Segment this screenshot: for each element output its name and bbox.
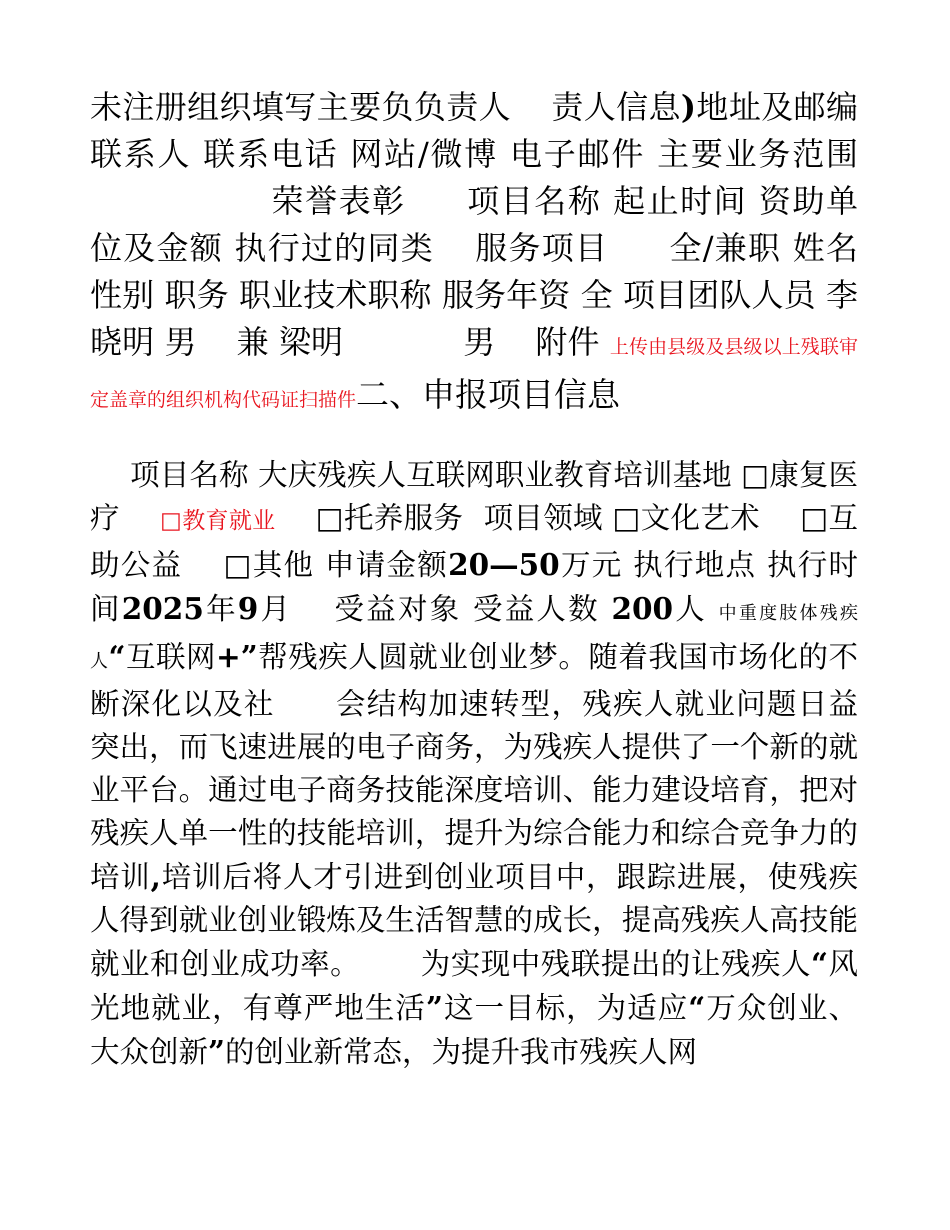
quote-mark: ” — [240, 639, 258, 674]
org-text: ) — [680, 88, 697, 126]
month-value: 9 — [237, 591, 259, 626]
org-text: 兼职 姓名 性别 职务 职业技术职称 服务年资 全 项目团队人员 李晓明 男 — [90, 229, 858, 361]
project-text: 人 — [673, 592, 708, 626]
project-info-block — [90, 454, 858, 1074]
project-text: 培训后将人才引进到创业项目中，跟踪进展，使残疾人得到就业创业锻炼及生活智慧的成长，提高残疾人高技能就业和创业成功率。 — [90, 860, 858, 981]
project-text: 受益对象 受益人数 — [332, 592, 600, 626]
project-text: □托养服务 — [315, 501, 464, 535]
document-page — [90, 84, 858, 1074]
amount-value: 20—50 — [448, 547, 560, 582]
project-text: □其他 申请金额 — [222, 548, 449, 582]
quote-mark: “ — [108, 639, 126, 674]
org-text: 全 — [668, 229, 703, 267]
org-text: 未注册组织填写主要负负责人 — [90, 88, 511, 126]
section-title: 二、申报项目信息 — [356, 375, 621, 414]
org-text: / — [417, 135, 429, 173]
project-text: 项目领域 □文化艺术 — [483, 501, 760, 535]
org-text: 服务项目 — [473, 229, 609, 267]
org-text: 责人信息 — [550, 88, 681, 126]
project-text: 月 — [258, 592, 293, 626]
project-text: □互助公益 — [90, 501, 859, 582]
project-text: 万元 执行地点 执行时间 — [90, 548, 858, 626]
project-text: 项目名称 大庆残疾人互联网职业教育培训基地 □康复医疗 — [90, 458, 858, 535]
project-text: 为实现中残联提出的让残疾人 — [420, 947, 811, 981]
quote-mark: “ — [688, 990, 706, 1025]
year-value: 2025 — [121, 591, 204, 626]
option-education-employment: □教育就业 — [159, 508, 276, 534]
target-group: 中重度肢体残疾人 — [90, 603, 858, 672]
org-text: 荣誉表彰 — [270, 182, 406, 220]
org-text: / — [702, 229, 714, 267]
project-text: 的创业新常态，为提升我市残疾人网 — [224, 1035, 697, 1069]
project-text: 帮残疾人圆就业创业梦。随着我国市场化的不断深化以及社 — [90, 640, 858, 721]
org-text: 项目名称 起止时间 资助单位及金额 执行过的同类 — [90, 182, 858, 267]
org-text: 兼 梁明 — [236, 323, 344, 361]
org-text: 地址及邮编 联系人 联系电话 网站 — [90, 88, 858, 173]
org-text: 男 — [463, 323, 496, 361]
plus-sign: + — [216, 639, 241, 674]
attachment-note: 上传由县级及县级以上残联审定盖章的组织机构代码证扫描件 — [90, 336, 858, 411]
project-text: 万众创业、大众创新 — [90, 991, 858, 1069]
org-text: 微博 电子邮件 主要业务范围 — [428, 135, 858, 173]
quote-mark: “ — [810, 946, 828, 981]
quote-mark: ” — [208, 1034, 225, 1069]
project-text: 年 — [203, 592, 238, 626]
organization-info-block — [90, 84, 858, 424]
project-text: 会结构加速转型，残疾人就业问题日益突出，而飞速进展的电子商务，为残疾人提供了一个新的就业平台。通过电子商务技能深度培训、能力建设培育，把对残疾人单一性的技能培训，提升为综合能力和综合竞争力的培训 — [90, 687, 858, 894]
comma: , — [150, 859, 161, 894]
project-text: 风光地就业，有尊严地生活 — [90, 947, 858, 1025]
org-text: 附件 — [535, 323, 600, 361]
beneficiary-count: 200 — [611, 591, 674, 626]
quote-mark: ” — [425, 990, 443, 1025]
project-text: 互联网 — [125, 640, 217, 674]
project-text: 这一目标，为适应 — [442, 991, 689, 1025]
